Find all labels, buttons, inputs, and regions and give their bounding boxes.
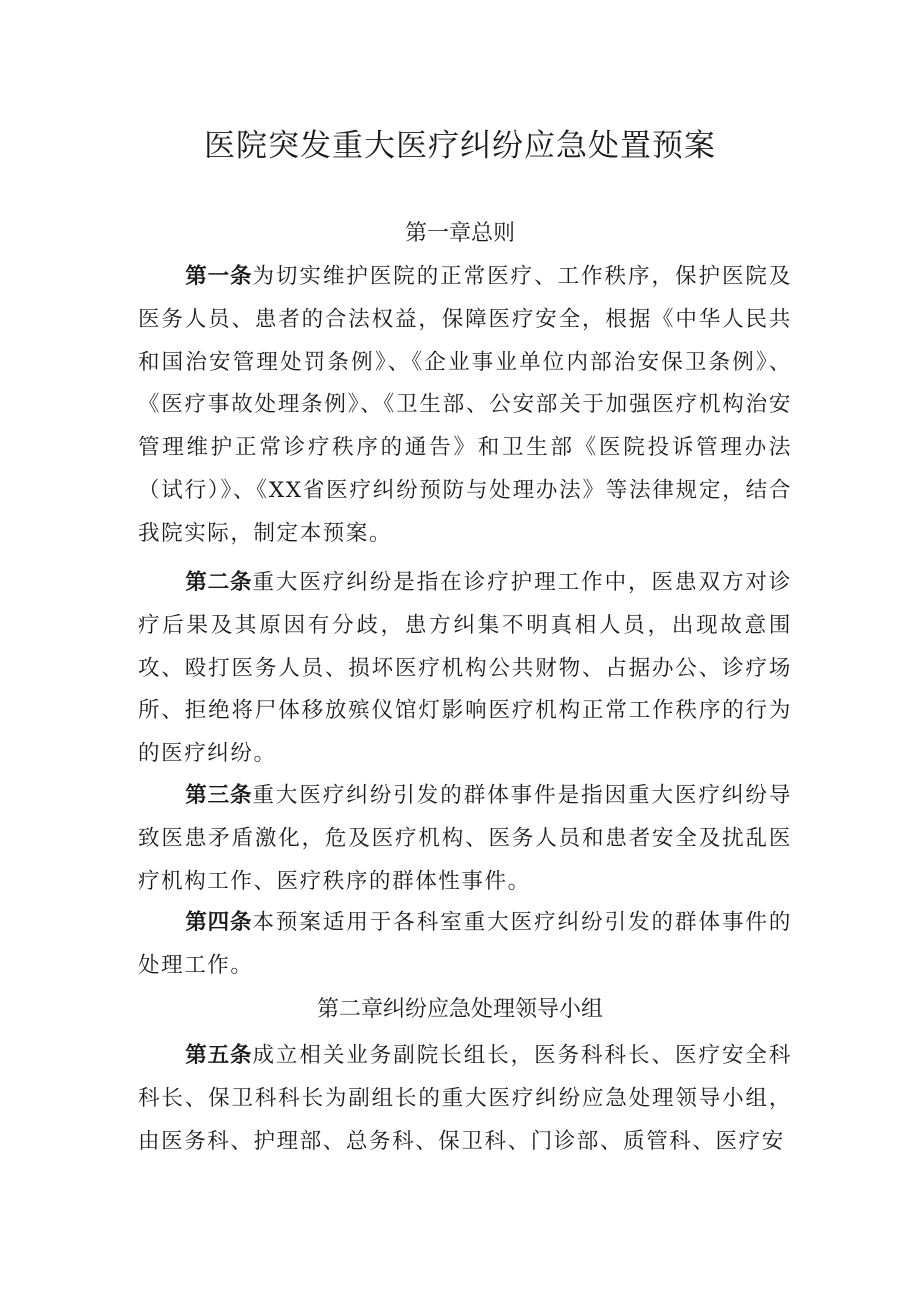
article-number: 第二条 [185,570,253,595]
article-text: 成立相关业务副院长组长，医务科科长、医疗安全科科长、保卫科科长为副组长的重大医疗纠纷应急处理领导小组，由医务科、护理部、总务科、保卫科、门诊部、质管科、医疗安 [138,1043,792,1154]
article-text: 本预案适用于各科室重大医疗纠纷引发的群体事件的处理工作。 [138,910,792,978]
chapter-heading: 第二章纠纷应急处理领导小组 [316,997,603,1022]
article-paragraph [138,1035,792,1163]
article-text: 重大医疗纠纷引发的群体事件是指因重大医疗纠纷导致医患矛盾激化，危及医疗机构、医务人员和患者安全及扰乱医疗机构工作、医疗秩序的群体性事件。 [138,783,792,894]
article-paragraph [138,775,792,903]
article-number: 第三条 [185,783,253,808]
chapter-heading: 第一章总则 [404,221,515,246]
document-title: 医院突发重大医疗纠纷应急处置预案 [204,128,716,164]
article-paragraph [138,562,792,776]
article-number: 第一条 [185,264,253,289]
article-text: 为切实维护医院的正常医疗、工作秩序，保护医院及医务人员、患者的合法权益，保障医疗安全，根据《中华人民共和国治安管理处罚条例》、《企业事业单位内部治安保卫条例》、《医疗事故处理条例》、《卫生部、公安部关于加强医疗机构治安管理维护正常诊疗秩序的通告》和卫生部《医院投诉管理办法（试行）》、《XX省医疗纠纷预防与处理办法》等法律规定，结合我院实际，制定本预案。 [138,264,792,546]
article-text: 重大医疗纠纷是指在诊疗护理工作中，医患双方对诊疗后果及其原因有分歧，患方纠集不明真相人员，出现故意围攻、殴打医务人员、损坏医疗机构公共财物、占据办公、诊疗场所、拒绝将尸体移放殡仪馆灯影响医疗机构正常工作秩序的行为的医疗纠纷。 [138,570,792,767]
article-number: 第四条 [185,910,253,935]
article-paragraph [138,902,792,988]
article-paragraph [138,256,792,556]
article-number: 第五条 [185,1043,253,1068]
